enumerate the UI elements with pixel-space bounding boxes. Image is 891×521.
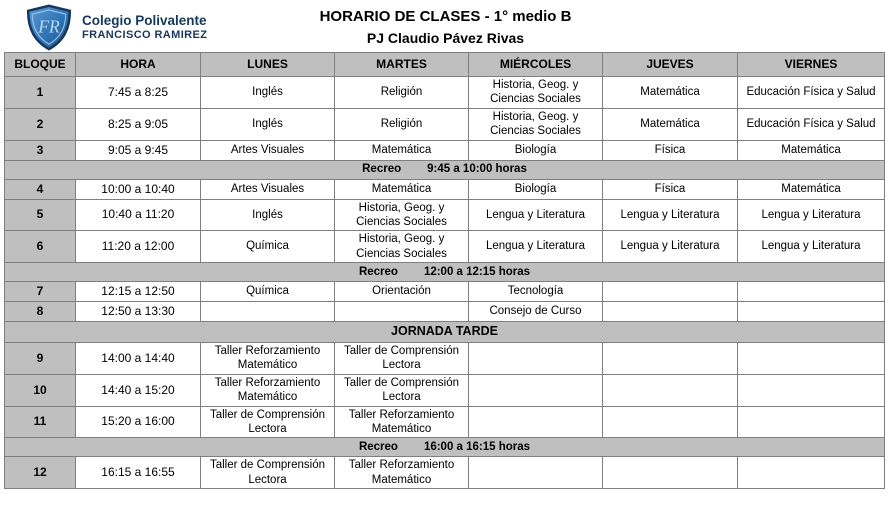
subject-cell: Inglés bbox=[201, 108, 335, 140]
subject-cell bbox=[603, 374, 738, 406]
subject-cell: Física bbox=[603, 140, 738, 160]
subject-cell: Lengua y Literatura bbox=[603, 199, 738, 231]
hora-cell: 14:40 a 15:20 bbox=[76, 374, 201, 406]
table-row bbox=[5, 179, 885, 199]
schedule-table bbox=[4, 52, 885, 489]
subject-cell: Tecnología bbox=[469, 282, 603, 302]
table-row bbox=[5, 406, 885, 438]
subject-cell bbox=[603, 302, 738, 322]
subject-cell: Inglés bbox=[201, 199, 335, 231]
subject-cell bbox=[603, 282, 738, 302]
break-row bbox=[5, 160, 885, 179]
subject-cell bbox=[738, 282, 885, 302]
bloque-cell: 3 bbox=[5, 140, 76, 160]
subject-cell: Matemática bbox=[335, 140, 469, 160]
subject-cell: Taller Reforzamiento Matemático bbox=[201, 374, 335, 406]
break-cell bbox=[5, 263, 885, 282]
subject-cell bbox=[335, 302, 469, 322]
subject-cell: Matemática bbox=[738, 179, 885, 199]
subject-cell: Historia, Geog. y Ciencias Sociales bbox=[335, 199, 469, 231]
bloque-cell: 12 bbox=[5, 457, 76, 489]
subject-cell: Historia, Geog. y Ciencias Sociales bbox=[469, 77, 603, 109]
column-header-4: MIÉRCOLES bbox=[469, 53, 603, 77]
subject-cell: Matemática bbox=[603, 77, 738, 109]
break-row bbox=[5, 438, 885, 457]
break-label: Recreo bbox=[358, 265, 398, 278]
column-header-5: JUEVES bbox=[603, 53, 738, 77]
bloque-cell: 11 bbox=[5, 406, 76, 438]
page-header bbox=[0, 0, 891, 52]
break-time: 9:45 a 10:00 horas bbox=[427, 163, 527, 176]
subject-cell: Religión bbox=[335, 108, 469, 140]
bloque-cell: 9 bbox=[5, 343, 76, 375]
bloque-cell: 8 bbox=[5, 302, 76, 322]
table-row bbox=[5, 282, 885, 302]
hora-cell: 12:50 a 13:30 bbox=[76, 302, 201, 322]
table-row bbox=[5, 302, 885, 322]
table-row bbox=[5, 108, 885, 140]
subject-cell bbox=[469, 374, 603, 406]
subject-cell: Historia, Geog. y Ciencias Sociales bbox=[335, 231, 469, 263]
subject-cell: Taller de Comprensión Lectora bbox=[201, 406, 335, 438]
subject-cell: Biología bbox=[469, 179, 603, 199]
break-cell bbox=[5, 160, 885, 179]
subject-cell bbox=[603, 406, 738, 438]
subject-cell bbox=[738, 374, 885, 406]
subject-cell: Lengua y Literatura bbox=[469, 231, 603, 263]
subject-cell bbox=[603, 457, 738, 489]
subject-cell: Matemática bbox=[603, 108, 738, 140]
subject-cell bbox=[738, 457, 885, 489]
section-cell: JORNADA TARDE bbox=[5, 322, 885, 343]
column-header-1: HORA bbox=[76, 53, 201, 77]
school-name-line1: Colegio Polivalente bbox=[82, 13, 207, 29]
subject-cell: Taller de Comprensión Lectora bbox=[201, 457, 335, 489]
subject-cell: Religión bbox=[335, 77, 469, 109]
subject-cell: Taller Reforzamiento Matemático bbox=[335, 457, 469, 489]
shield-initials: FR bbox=[38, 16, 60, 37]
subject-cell: Taller Reforzamiento Matemático bbox=[335, 406, 469, 438]
break-label: Recreo bbox=[358, 441, 398, 454]
subject-cell: Consejo de Curso bbox=[469, 302, 603, 322]
hora-cell: 12:15 a 12:50 bbox=[76, 282, 201, 302]
column-header-3: MARTES bbox=[335, 53, 469, 77]
break-time: 12:00 a 12:15 horas bbox=[423, 265, 531, 278]
subject-cell: Lengua y Literatura bbox=[603, 231, 738, 263]
subject-cell: Artes Visuales bbox=[201, 179, 335, 199]
bloque-cell: 1 bbox=[5, 77, 76, 109]
table-row bbox=[5, 343, 885, 375]
break-time: 16:00 a 16:15 horas bbox=[423, 441, 531, 454]
bloque-cell: 7 bbox=[5, 282, 76, 302]
subject-cell bbox=[469, 457, 603, 489]
hora-cell: 10:40 a 11:20 bbox=[76, 199, 201, 231]
subject-cell: Artes Visuales bbox=[201, 140, 335, 160]
subject-cell: Taller Reforzamiento Matemático bbox=[201, 343, 335, 375]
subject-cell bbox=[201, 302, 335, 322]
subject-cell: Taller de Comprensión Lectora bbox=[335, 374, 469, 406]
hora-cell: 8:25 a 9:05 bbox=[76, 108, 201, 140]
subject-cell bbox=[469, 343, 603, 375]
subject-cell bbox=[603, 343, 738, 375]
subject-cell: Física bbox=[603, 179, 738, 199]
title-block bbox=[0, 6, 891, 48]
subject-cell: Inglés bbox=[201, 77, 335, 109]
subject-cell bbox=[738, 302, 885, 322]
subject-cell: Historia, Geog. y Ciencias Sociales bbox=[469, 108, 603, 140]
section-row bbox=[5, 322, 885, 343]
subject-cell: Educación Física y Salud bbox=[738, 108, 885, 140]
table-row bbox=[5, 231, 885, 263]
bloque-cell: 10 bbox=[5, 374, 76, 406]
hora-cell: 15:20 a 16:00 bbox=[76, 406, 201, 438]
break-label: Recreo bbox=[362, 163, 402, 176]
subject-cell: Lengua y Literatura bbox=[738, 231, 885, 263]
subject-cell: Lengua y Literatura bbox=[469, 199, 603, 231]
break-cell bbox=[5, 438, 885, 457]
bloque-cell: 4 bbox=[5, 179, 76, 199]
hora-cell: 16:15 a 16:55 bbox=[76, 457, 201, 489]
subject-cell: Biología bbox=[469, 140, 603, 160]
bloque-cell: 5 bbox=[5, 199, 76, 231]
column-header-2: LUNES bbox=[201, 53, 335, 77]
subject-cell: Taller de Comprensión Lectora bbox=[335, 343, 469, 375]
subject-cell: Matemática bbox=[335, 179, 469, 199]
table-row bbox=[5, 140, 885, 160]
bloque-cell: 6 bbox=[5, 231, 76, 263]
subject-cell: Educación Física y Salud bbox=[738, 77, 885, 109]
hora-cell: 11:20 a 12:00 bbox=[76, 231, 201, 263]
bloque-cell: 2 bbox=[5, 108, 76, 140]
subject-cell: Química bbox=[201, 231, 335, 263]
column-header-6: VIERNES bbox=[738, 53, 885, 77]
subject-cell bbox=[469, 406, 603, 438]
subject-cell: Matemática bbox=[738, 140, 885, 160]
school-name-line2: FRANCISCO RAMIREZ bbox=[82, 28, 208, 41]
table-header-row bbox=[5, 53, 885, 77]
column-header-0: BLOQUE bbox=[5, 53, 76, 77]
page-title: HORARIO DE CLASES - 1° medio B bbox=[319, 8, 572, 25]
hora-cell: 7:45 a 8:25 bbox=[76, 77, 201, 109]
subject-cell: Orientación bbox=[335, 282, 469, 302]
break-row bbox=[5, 263, 885, 282]
table-row bbox=[5, 77, 885, 109]
page-subtitle: PJ Claudio Pávez Rivas bbox=[366, 29, 525, 46]
subject-cell bbox=[738, 343, 885, 375]
subject-cell: Lengua y Literatura bbox=[738, 199, 885, 231]
table-row bbox=[5, 374, 885, 406]
table-row bbox=[5, 199, 885, 231]
hora-cell: 10:00 a 10:40 bbox=[76, 179, 201, 199]
hora-cell: 9:05 a 9:45 bbox=[76, 140, 201, 160]
subject-cell bbox=[738, 406, 885, 438]
hora-cell: 14:00 a 14:40 bbox=[76, 343, 201, 375]
table-row bbox=[5, 457, 885, 489]
subject-cell: Química bbox=[201, 282, 335, 302]
